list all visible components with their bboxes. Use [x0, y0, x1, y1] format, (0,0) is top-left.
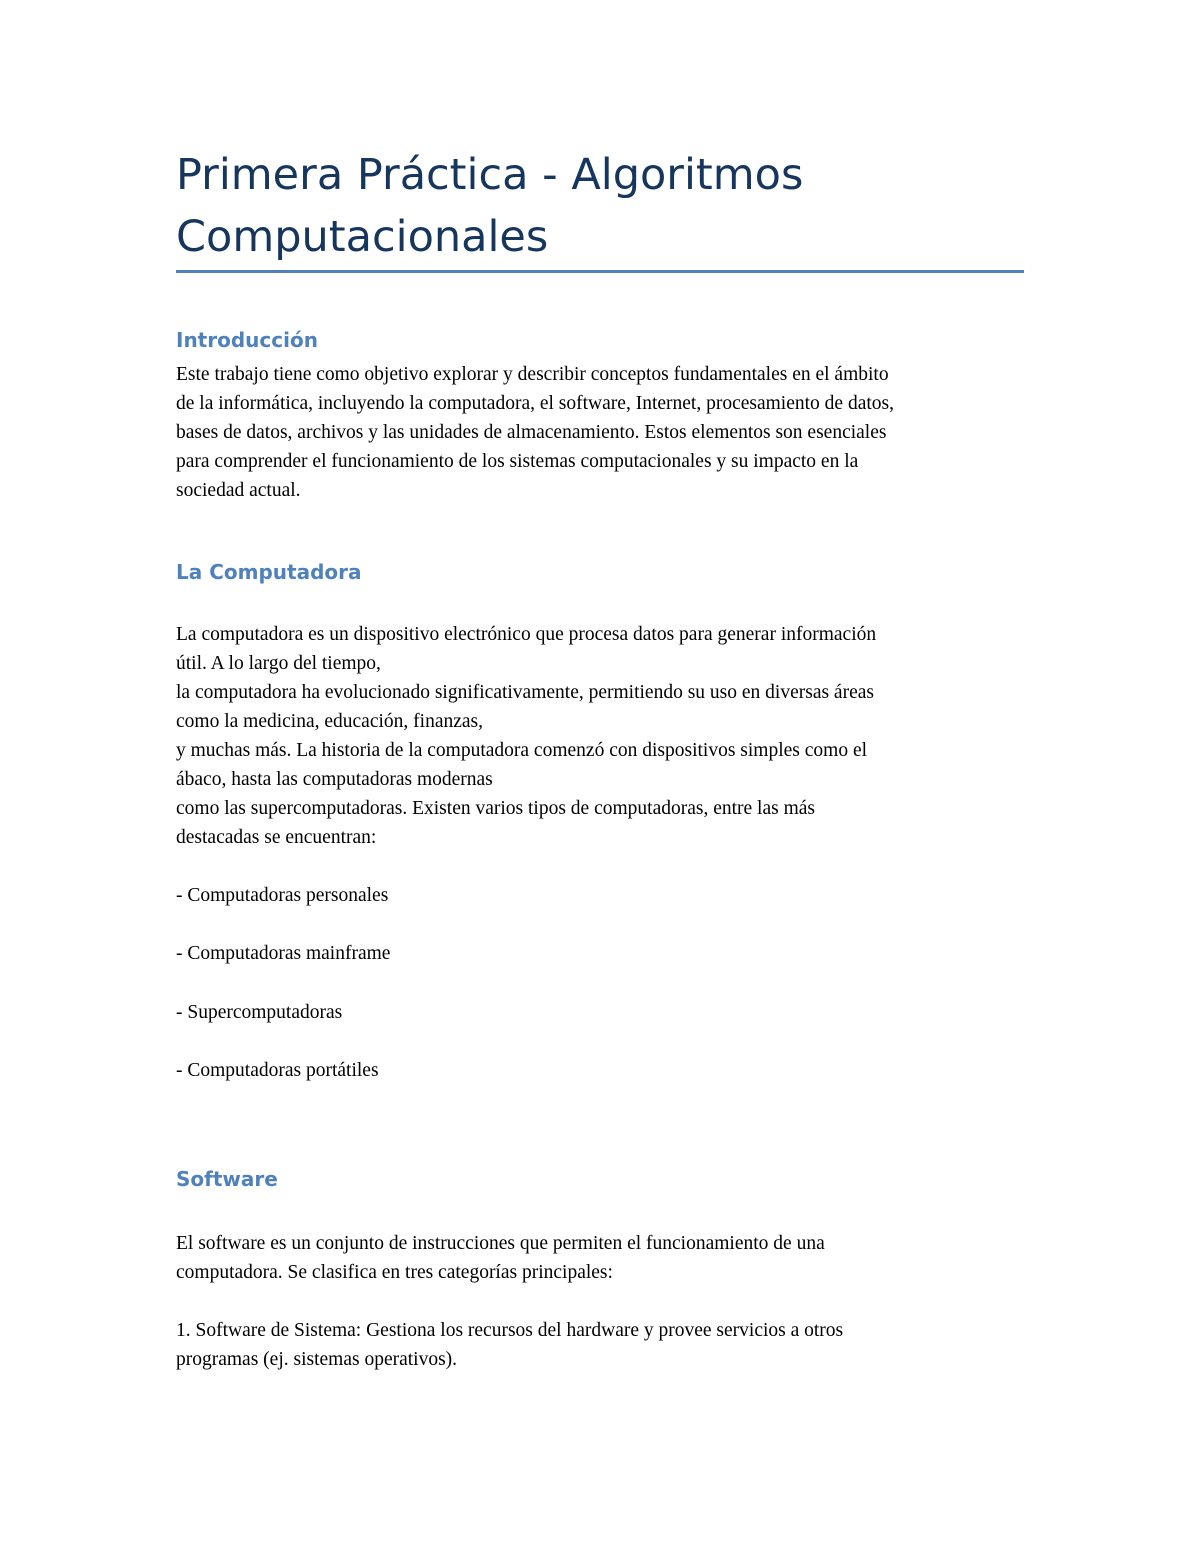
computadora-list-item — [176, 998, 1036, 1027]
intro-line: Este trabajo tiene como objetivo explorar y describir conceptos fundamentales en el ámbito — [176, 364, 889, 385]
intro-line: sociedad actual. — [176, 480, 301, 501]
list-item: - Computadoras portátiles — [176, 1060, 379, 1081]
intro-paragraph — [176, 360, 1036, 505]
software-line: computadora. Se clasifica en tres categorías principales: — [176, 1262, 613, 1283]
list-item: - Computadoras personales — [176, 885, 389, 906]
list-item: - Computadoras mainframe — [176, 943, 391, 964]
intro-line: para comprender el funcionamiento de los sistemas computacionales y su impacto en la — [176, 451, 859, 472]
computadora-heading: La Computadora — [176, 560, 362, 584]
computadora-list-item — [176, 1056, 1036, 1085]
document-title: Primera Práctica - Algoritmos Computacionales — [176, 150, 804, 262]
computadora-line: como la medicina, educación, finanzas, — [176, 711, 483, 732]
computadora-line: ábaco, hasta las computadoras modernas — [176, 769, 493, 790]
software-line: El software es un conjunto de instrucciones que permiten el funcionamiento de una — [176, 1233, 825, 1254]
intro-line: de la informática, incluyendo la computadora, el software, Internet, procesamiento de datos, — [176, 393, 894, 414]
title-underline — [176, 270, 1024, 273]
intro-heading: Introducción — [176, 328, 318, 352]
software-item-line: programas (ej. sistemas operativos). — [176, 1349, 458, 1370]
computadora-line: útil. A lo largo del tiempo, — [176, 653, 381, 674]
software-paragraph — [176, 1229, 1036, 1287]
computadora-line: la computadora ha evolucionado significativamente, permitiendo su uso en diversas áreas — [176, 682, 874, 703]
software-item-line: 1. Software de Sistema: Gestiona los recursos del hardware y provee servicios a otros — [176, 1320, 844, 1341]
list-item: - Supercomputadoras — [176, 1002, 343, 1023]
intro-line: bases de datos, archivos y las unidades de almacenamiento. Estos elementos son esenciales — [176, 422, 887, 443]
software-heading: Software — [176, 1167, 278, 1191]
computadora-line: como las supercomputadoras. Existen varios tipos de computadoras, entre las más — [176, 798, 816, 819]
computadora-list-item — [176, 881, 1036, 910]
computadora-line: y muchas más. La historia de la computadora comenzó con dispositivos simples como el — [176, 740, 868, 761]
computadora-line: destacadas se encuentran: — [176, 827, 377, 848]
software-item-1 — [176, 1316, 1036, 1374]
computadora-line: La computadora es un dispositivo electrónico que procesa datos para generar información — [176, 624, 877, 645]
computadora-list-item — [176, 939, 1036, 968]
computadora-paragraph — [176, 620, 1036, 852]
